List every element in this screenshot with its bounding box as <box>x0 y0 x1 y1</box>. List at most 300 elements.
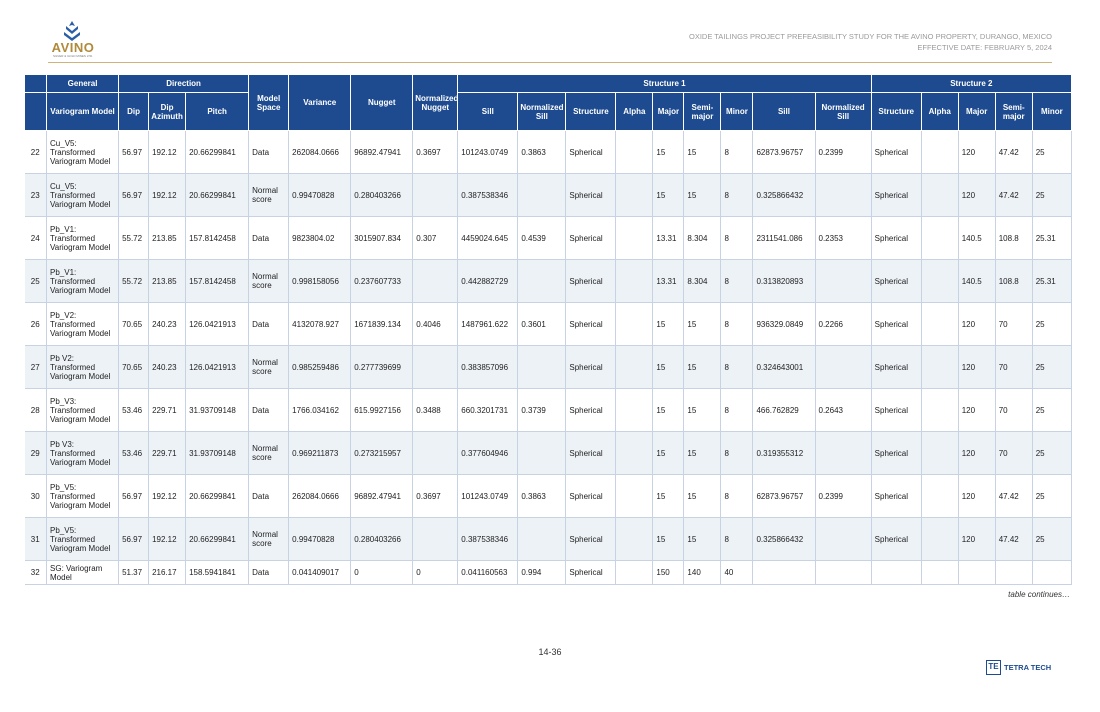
table-cell: 120 <box>958 475 995 518</box>
table-cell: 192.12 <box>149 475 186 518</box>
table-cell <box>1032 561 1071 585</box>
table-row <box>25 260 1072 303</box>
col-variogram-model: Variogram Model <box>47 93 119 131</box>
table-cell: 13.31 <box>653 217 684 260</box>
table-cell: 0.3863 <box>518 475 566 518</box>
table-cell: 126.0421913 <box>186 346 249 389</box>
table-cell: 15 <box>653 346 684 389</box>
table-cell: 0.99470828 <box>289 518 351 561</box>
table-cell: 0.442882729 <box>458 260 518 303</box>
table-cell <box>518 260 566 303</box>
table-cell: Data <box>249 475 289 518</box>
table-cell: 192.12 <box>149 131 186 174</box>
col-s2-alpha: Alpha <box>921 93 958 131</box>
col-s1-alpha: Alpha <box>616 93 653 131</box>
table-cell: 157.8142458 <box>186 260 249 303</box>
table-cell: 56.97 <box>119 174 149 217</box>
table-cell: 8 <box>721 475 753 518</box>
table-cell: 158.5941841 <box>186 561 249 585</box>
table-cell: 0.3488 <box>413 389 458 432</box>
table-cell: 15 <box>684 174 721 217</box>
table-cell: Spherical <box>566 303 616 346</box>
table-cell: 27 <box>25 346 47 389</box>
table-cell: 101243.0749 <box>458 131 518 174</box>
table-cell: 25 <box>1032 389 1071 432</box>
table-cell: 25 <box>1032 303 1071 346</box>
table-cell: 213.85 <box>149 217 186 260</box>
tetra-tech-logo <box>986 660 1066 676</box>
table-cell <box>815 346 871 389</box>
table-cell: Spherical <box>566 131 616 174</box>
table-cell: 8 <box>721 518 753 561</box>
table-cell: 0.3697 <box>413 131 458 174</box>
table-cell: 660.3201731 <box>458 389 518 432</box>
table-cell: 0.313820893 <box>753 260 815 303</box>
col-model-space: Model Space <box>249 75 289 131</box>
group-structure-1: Structure 1 <box>458 75 871 93</box>
table-cell: 25 <box>1032 475 1071 518</box>
table-cell <box>921 303 958 346</box>
col-variance: Variance <box>289 75 351 131</box>
table-cell: 20.66299841 <box>186 174 249 217</box>
table-cell: 15 <box>684 131 721 174</box>
table-cell <box>995 561 1032 585</box>
group-structure-2: Structure 2 <box>871 75 1071 93</box>
table-cell: 40 <box>721 561 753 585</box>
table-cell: 192.12 <box>149 174 186 217</box>
table-cell: 51.37 <box>119 561 149 585</box>
table-cell: Pb V3: Transformed Variogram Model <box>47 432 119 475</box>
table-cell: 0.324643001 <box>753 346 815 389</box>
table-cell <box>616 174 653 217</box>
table-cell <box>921 131 958 174</box>
table-cell: Spherical <box>871 260 921 303</box>
table-cell: 8 <box>721 174 753 217</box>
group-general: General <box>47 75 119 93</box>
table-row <box>25 389 1072 432</box>
table-cell: 30 <box>25 475 47 518</box>
table-cell: 24 <box>25 217 47 260</box>
col-s1-major: Major <box>653 93 684 131</box>
col-pitch: Pitch <box>186 93 249 131</box>
table-cell: 15 <box>684 475 721 518</box>
table-cell <box>616 217 653 260</box>
table-cell: 120 <box>958 346 995 389</box>
col-s1-sill: Sill <box>458 93 518 131</box>
table-cell: 936329.0849 <box>753 303 815 346</box>
table-cell: 0.273215957 <box>351 432 413 475</box>
table-cell: 615.9927156 <box>351 389 413 432</box>
table-cell: 126.0421913 <box>186 303 249 346</box>
table-cell: 3015907.834 <box>351 217 413 260</box>
table-cell: Pb V2: Transformed Variogram Model <box>47 346 119 389</box>
table-cell: Pb_V5: Transformed Variogram Model <box>47 475 119 518</box>
table-cell: 0.3697 <box>413 475 458 518</box>
table-cell: Spherical <box>566 346 616 389</box>
table-cell: 15 <box>653 475 684 518</box>
table-cell <box>815 518 871 561</box>
table-row <box>25 217 1072 260</box>
col-s2-major: Major <box>958 93 995 131</box>
table-cell: 0.2353 <box>815 217 871 260</box>
table-cell: Spherical <box>566 518 616 561</box>
table-cell: 15 <box>684 389 721 432</box>
table-row <box>25 518 1072 561</box>
table-cell <box>616 432 653 475</box>
table-cell: 31.93709148 <box>186 389 249 432</box>
table-cell: 0.3739 <box>518 389 566 432</box>
table-cell <box>921 260 958 303</box>
table-cell: 1766.034162 <box>289 389 351 432</box>
table-cell: Spherical <box>566 475 616 518</box>
table-cell: 240.23 <box>149 346 186 389</box>
table-cell: 0.4046 <box>413 303 458 346</box>
table-cell <box>958 561 995 585</box>
table-cell: 70 <box>995 303 1032 346</box>
table-cell: 29 <box>25 432 47 475</box>
table-cell: 108.8 <box>995 217 1032 260</box>
table-cell: Spherical <box>871 432 921 475</box>
table-cell: 55.72 <box>119 260 149 303</box>
table-cell: 0.325866432 <box>753 518 815 561</box>
table-cell <box>413 346 458 389</box>
table-cell: 15 <box>653 303 684 346</box>
col-s2-minor: Minor <box>1032 93 1071 131</box>
table-cell: 25 <box>1032 518 1071 561</box>
table-cell: 13.31 <box>653 260 684 303</box>
table-cell: 0.277739699 <box>351 346 413 389</box>
table-cell: 15 <box>653 389 684 432</box>
table-cell <box>616 131 653 174</box>
table-cell: 15 <box>653 131 684 174</box>
table-cell: 23 <box>25 174 47 217</box>
table-cell: 15 <box>684 518 721 561</box>
table-cell: 70 <box>995 432 1032 475</box>
table-cell: 4132078.927 <box>289 303 351 346</box>
table-cell: 213.85 <box>149 260 186 303</box>
table-cell: 31.93709148 <box>186 432 249 475</box>
table-cell: Normal score <box>249 518 289 561</box>
table-cell <box>815 432 871 475</box>
table-cell: 70 <box>995 389 1032 432</box>
table-cell: 70.65 <box>119 303 149 346</box>
avino-logo <box>48 20 98 62</box>
table-cell: 9823804.02 <box>289 217 351 260</box>
table-cell: 0.041409017 <box>289 561 351 585</box>
table-cell: 4459024.645 <box>458 217 518 260</box>
table-cell: Pb_V1: Transformed Variogram Model <box>47 260 119 303</box>
table-cell: Data <box>249 561 289 585</box>
table-cell: 28 <box>25 389 47 432</box>
document-title: OXIDE TAILINGS PROJECT PREFEASIBILITY STUDY FOR THE AVINO PROPERTY, DURANGO, MEXICO <box>689 32 1052 41</box>
table-cell: 108.8 <box>995 260 1032 303</box>
table-cell: 8 <box>721 389 753 432</box>
table-cell: 47.42 <box>995 518 1032 561</box>
table-cell: Pb_V2: Transformed Variogram Model <box>47 303 119 346</box>
table-cell: 56.97 <box>119 131 149 174</box>
variogram-table <box>24 74 1072 585</box>
table-cell: Spherical <box>871 174 921 217</box>
table-cell: 229.71 <box>149 389 186 432</box>
table-cell: 8.304 <box>684 260 721 303</box>
table-cell: 20.66299841 <box>186 475 249 518</box>
table-cell <box>518 518 566 561</box>
table-cell: 150 <box>653 561 684 585</box>
table-cell: 157.8142458 <box>186 217 249 260</box>
table-cell: 15 <box>653 518 684 561</box>
table-cell: 15 <box>684 432 721 475</box>
table-group-header-row <box>25 75 1072 93</box>
group-direction: Direction <box>119 75 249 93</box>
table-cell: SG: Variogram Model <box>47 561 119 585</box>
table-cell <box>921 346 958 389</box>
table-cell: 0.377604946 <box>458 432 518 475</box>
effective-date: EFFECTIVE DATE: FEBRUARY 5, 2024 <box>917 43 1052 52</box>
table-cell: 70 <box>995 346 1032 389</box>
table-cell: Data <box>249 389 289 432</box>
col-s1-minor: Minor <box>721 93 753 131</box>
table-cell: 20.66299841 <box>186 131 249 174</box>
table-cell: 0.237607733 <box>351 260 413 303</box>
table-cell <box>921 389 958 432</box>
table-cell: 47.42 <box>995 131 1032 174</box>
table-cell <box>518 432 566 475</box>
table-cell: 216.17 <box>149 561 186 585</box>
table-cell: Cu_V5: Transformed Variogram Model <box>47 174 119 217</box>
col-s1-normalized-sill: Normalized Sill <box>518 93 566 131</box>
table-cell: 0.307 <box>413 217 458 260</box>
table-cell: Data <box>249 303 289 346</box>
table-cell: 56.97 <box>119 518 149 561</box>
table-row <box>25 561 1072 585</box>
table-cell: 0.387538346 <box>458 518 518 561</box>
table-cell: Spherical <box>871 346 921 389</box>
table-cell <box>413 432 458 475</box>
table-cell: 229.71 <box>149 432 186 475</box>
table-row <box>25 303 1072 346</box>
header-divider <box>48 62 1052 63</box>
table-continues-note: table continues… <box>1008 590 1070 599</box>
variogram-table-wrap <box>24 74 1072 585</box>
table-cell: Cu_V5: Transformed Variogram Model <box>47 131 119 174</box>
col-s1-structure: Structure <box>566 93 616 131</box>
table-cell <box>921 217 958 260</box>
table-cell: 53.46 <box>119 389 149 432</box>
table-cell <box>616 475 653 518</box>
table-cell: 31 <box>25 518 47 561</box>
table-cell: 25 <box>25 260 47 303</box>
table-cell: Spherical <box>871 217 921 260</box>
table-cell: Spherical <box>871 131 921 174</box>
table-cell: 0.280403266 <box>351 518 413 561</box>
table-cell: Pb_V1: Transformed Variogram Model <box>47 217 119 260</box>
table-cell: 8 <box>721 217 753 260</box>
table-cell: 25.31 <box>1032 217 1071 260</box>
table-cell: 8 <box>721 303 753 346</box>
table-cell: 32 <box>25 561 47 585</box>
table-cell <box>616 518 653 561</box>
table-cell: 0.319355312 <box>753 432 815 475</box>
table-cell: Spherical <box>871 518 921 561</box>
table-cell: 96892.47941 <box>351 131 413 174</box>
table-cell <box>413 260 458 303</box>
table-cell: 1671839.134 <box>351 303 413 346</box>
table-cell: Normal score <box>249 174 289 217</box>
table-cell: 0.994 <box>518 561 566 585</box>
table-cell <box>616 346 653 389</box>
tetra-tech-wordmark: TETRA TECH <box>1004 663 1052 672</box>
table-cell: 120 <box>958 131 995 174</box>
table-cell: 15 <box>653 432 684 475</box>
table-cell: 262084.0666 <box>289 131 351 174</box>
table-cell <box>518 346 566 389</box>
table-cell: 2311541.086 <box>753 217 815 260</box>
table-cell <box>616 389 653 432</box>
table-cell: 140.5 <box>958 217 995 260</box>
table-cell: 0 <box>351 561 413 585</box>
table-cell: 140.5 <box>958 260 995 303</box>
table-cell: 120 <box>958 432 995 475</box>
table-cell: 0.4539 <box>518 217 566 260</box>
table-cell: 8 <box>721 131 753 174</box>
col-s2-semi-major: Semi-major <box>995 93 1032 131</box>
table-cell: Spherical <box>871 475 921 518</box>
col-dip: Dip <box>119 93 149 131</box>
table-cell: 0.99470828 <box>289 174 351 217</box>
table-cell: 55.72 <box>119 217 149 260</box>
table-cell <box>413 518 458 561</box>
table-cell: Spherical <box>871 303 921 346</box>
table-body <box>25 131 1072 585</box>
table-cell: Normal score <box>249 346 289 389</box>
table-cell <box>921 174 958 217</box>
col-s2-structure: Structure <box>871 93 921 131</box>
table-cell: 0.2399 <box>815 475 871 518</box>
table-cell: 53.46 <box>119 432 149 475</box>
table-cell: 25 <box>1032 346 1071 389</box>
logo-subtitle: SILVER & GOLD MINES LTD. <box>52 54 94 58</box>
table-cell: 15 <box>684 346 721 389</box>
table-cell: 0.387538346 <box>458 174 518 217</box>
table-cell: 26 <box>25 303 47 346</box>
table-cell: 120 <box>958 389 995 432</box>
table-cell <box>616 260 653 303</box>
table-cell: Data <box>249 131 289 174</box>
table-row <box>25 346 1072 389</box>
table-cell: 22 <box>25 131 47 174</box>
table-cell: 56.97 <box>119 475 149 518</box>
table-cell: 0.2266 <box>815 303 871 346</box>
table-cell: 262084.0666 <box>289 475 351 518</box>
table-cell: 0.325866432 <box>753 174 815 217</box>
table-cell: 62873.96757 <box>753 475 815 518</box>
table-cell: 0.985259486 <box>289 346 351 389</box>
col-s1-semi-major: Semi-major <box>684 93 721 131</box>
table-cell: 8 <box>721 260 753 303</box>
table-cell: 70.65 <box>119 346 149 389</box>
table-cell <box>921 561 958 585</box>
col-dip-azimuth: Dip Azimuth <box>149 93 186 131</box>
table-cell: Spherical <box>566 174 616 217</box>
table-cell <box>815 174 871 217</box>
table-cell: 0 <box>413 561 458 585</box>
table-cell: 101243.0749 <box>458 475 518 518</box>
table-row <box>25 131 1072 174</box>
table-cell: 0.041160563 <box>458 561 518 585</box>
table-cell: 0.383857096 <box>458 346 518 389</box>
table-cell: 120 <box>958 303 995 346</box>
col-s2-sill: Sill <box>753 93 815 131</box>
table-cell: 8 <box>721 346 753 389</box>
table-column-header-row <box>25 93 1072 131</box>
table-cell: 47.42 <box>995 475 1032 518</box>
table-cell: 96892.47941 <box>351 475 413 518</box>
table-row <box>25 432 1072 475</box>
table-cell: 25 <box>1032 131 1071 174</box>
table-cell <box>753 561 815 585</box>
avino-mark-icon <box>60 20 84 42</box>
col-normalized-nugget: Normalized Nugget <box>413 75 458 131</box>
table-cell: Pb_V5: Transformed Variogram Model <box>47 518 119 561</box>
table-cell: 25.31 <box>1032 260 1071 303</box>
table-cell: 120 <box>958 518 995 561</box>
table-cell: 1487961.622 <box>458 303 518 346</box>
col-s2-normalized-sill: Normalized Sill <box>815 93 871 131</box>
table-cell: Spherical <box>871 389 921 432</box>
table-cell: 15 <box>653 174 684 217</box>
table-cell <box>921 518 958 561</box>
table-cell: 0.998158056 <box>289 260 351 303</box>
table-cell: 47.42 <box>995 174 1032 217</box>
table-cell: 0.969211873 <box>289 432 351 475</box>
table-cell <box>815 561 871 585</box>
table-cell: 25 <box>1032 174 1071 217</box>
document-header <box>689 31 1052 53</box>
table-cell: 0.2399 <box>815 131 871 174</box>
table-cell: Data <box>249 217 289 260</box>
table-cell: 0.280403266 <box>351 174 413 217</box>
table-cell <box>616 561 653 585</box>
table-cell <box>921 432 958 475</box>
table-cell <box>413 174 458 217</box>
table-row <box>25 174 1072 217</box>
table-cell <box>871 561 921 585</box>
table-cell: Normal score <box>249 260 289 303</box>
table-row <box>25 475 1072 518</box>
table-cell: Spherical <box>566 260 616 303</box>
table-cell: Spherical <box>566 432 616 475</box>
table-cell: 8 <box>721 432 753 475</box>
table-cell: Pb_V3: Transformed Variogram Model <box>47 389 119 432</box>
table-cell: 140 <box>684 561 721 585</box>
table-cell: Normal score <box>249 432 289 475</box>
table-cell <box>616 303 653 346</box>
table-cell <box>921 475 958 518</box>
page-number: 14-36 <box>538 647 562 657</box>
table-cell: 0.2643 <box>815 389 871 432</box>
table-cell: 120 <box>958 174 995 217</box>
tetra-tech-mark-icon: TE <box>986 660 1001 675</box>
table-cell: 192.12 <box>149 518 186 561</box>
logo-wordmark: AVINO <box>51 40 95 55</box>
table-cell <box>518 174 566 217</box>
table-cell: 62873.96757 <box>753 131 815 174</box>
table-cell: Spherical <box>566 217 616 260</box>
table-cell: Spherical <box>566 561 616 585</box>
table-cell: 466.762829 <box>753 389 815 432</box>
table-cell: 0.3601 <box>518 303 566 346</box>
table-cell: 25 <box>1032 432 1071 475</box>
